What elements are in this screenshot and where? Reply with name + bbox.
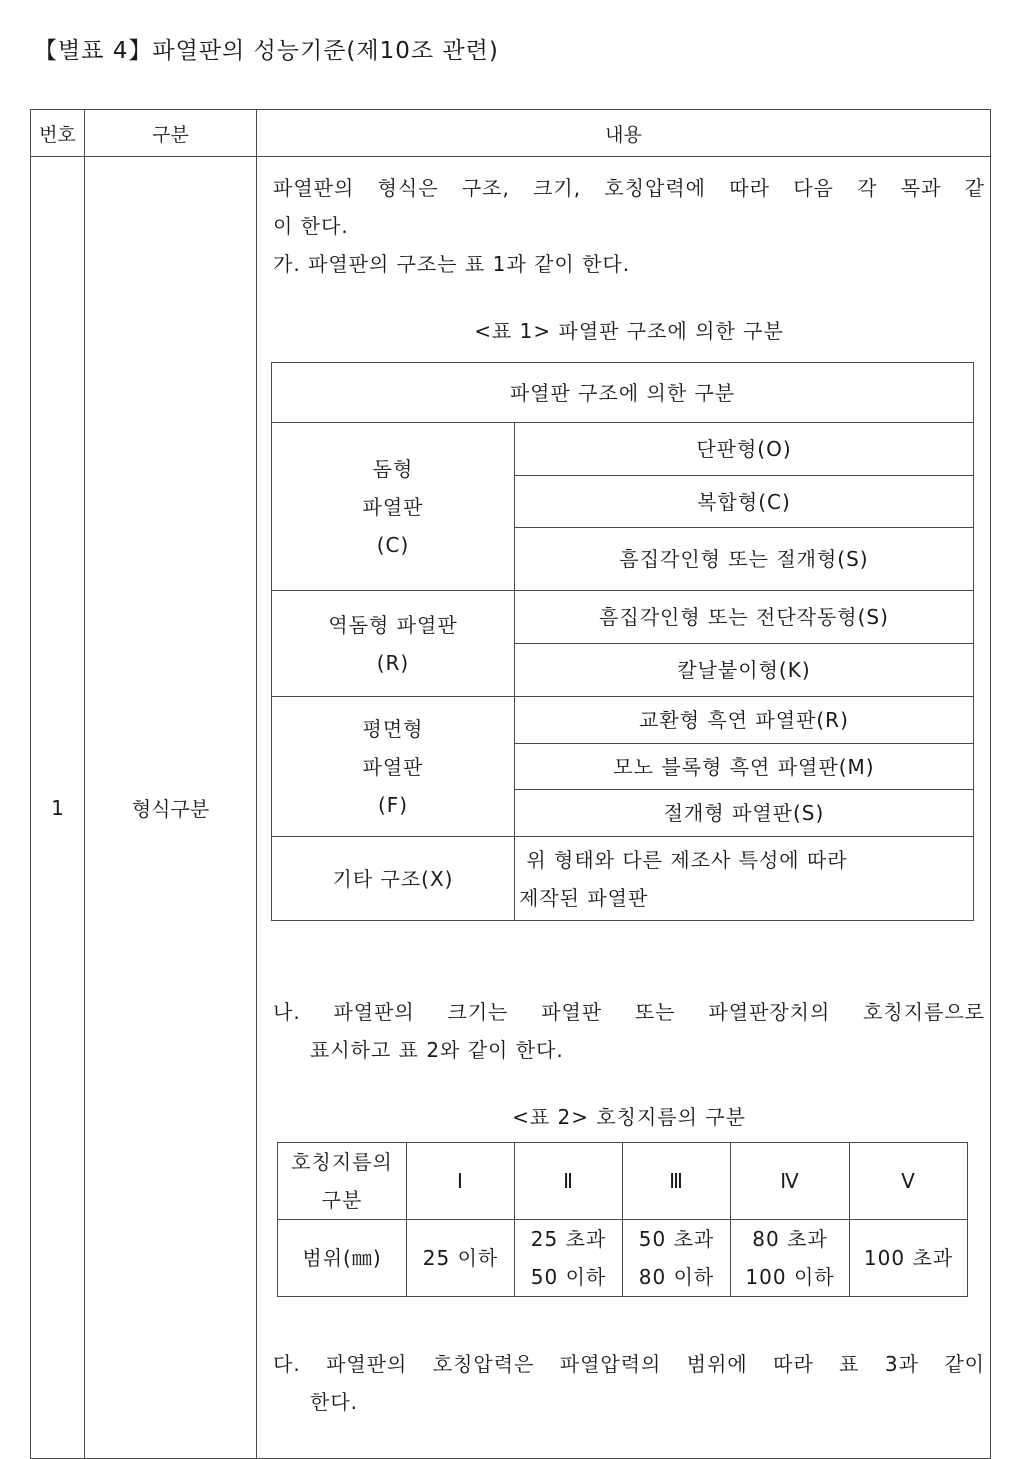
nominal-diameter-table: [277, 1142, 968, 1297]
structure-group-reverse-dome: [272, 591, 515, 697]
group-name-line: 역돔형 파열판: [328, 612, 458, 637]
group-name-line: 돔형: [372, 456, 414, 481]
structure-type: 흠집각인형 또는 절개형(S): [515, 528, 974, 591]
group-name-line: 평면형: [362, 716, 424, 741]
table2-caption: <표 2> 호칭지름의 구분: [512, 1105, 746, 1129]
item-na-line-2: 표시하고 표 2와 같이 한다.: [310, 1038, 564, 1062]
structure-type-other: [515, 837, 974, 921]
header-row: [31, 110, 991, 157]
structure-table-header: 파열판 구조에 의한 구분: [272, 363, 974, 423]
header-content: 내용: [257, 110, 991, 157]
structure-table: [271, 362, 974, 921]
diameter-range-label: 범위(㎜): [278, 1220, 407, 1297]
table1-caption: <표 1> 파열판 구조에 의한 구분: [474, 319, 784, 343]
structure-group-other: 기타 구조(X): [272, 837, 515, 921]
other-note-line: 제작된 파열판: [519, 885, 649, 910]
diameter-range: 25 이하: [407, 1220, 515, 1297]
header-category: 구분: [85, 110, 257, 157]
structure-type: 복합형(C): [515, 476, 974, 528]
diameter-class: Ⅴ: [850, 1143, 968, 1220]
range-line: 100 이하: [745, 1265, 835, 1289]
group-name-line: (C): [376, 532, 410, 557]
item-ga: 가. 파열판의 구조는 표 1과 같이 한다.: [273, 252, 631, 276]
structure-group-dome: [272, 423, 515, 591]
label-line: 구분: [321, 1188, 363, 1212]
item-da-line-1: 다. 파열판의 호칭압력은 파열압력의 범위에 따라 표 3과 같이: [273, 1352, 985, 1376]
diameter-range: [731, 1220, 850, 1297]
group-name-line: 파열판: [362, 754, 424, 779]
diameter-class: Ⅳ: [731, 1143, 850, 1220]
header-number: 번호: [31, 110, 85, 157]
item-da-line-2: 한다.: [310, 1390, 358, 1414]
group-name-line: (F): [377, 792, 409, 817]
document-title: 【별표 4】파열판의 성능기준(제10조 관련): [34, 38, 499, 64]
intro-line-2: 이 한다.: [273, 214, 349, 238]
row-content: [257, 157, 991, 1459]
diameter-class: Ⅰ: [407, 1143, 515, 1220]
row-category: 형식구분: [85, 157, 257, 1459]
item-na-line-1: 나. 파열판의 크기는 파열판 또는 파열판장치의 호칭지름으로: [273, 1000, 985, 1024]
standards-table: [30, 109, 991, 1459]
other-note-line: 위 형태와 다른 제조사 특성에 따라: [519, 847, 848, 872]
range-line: 50 이하: [530, 1265, 607, 1289]
structure-type: 단판형(O): [515, 423, 974, 476]
intro-line-1: 파열판의 형식은 구조, 크기, 호칭압력에 따라 다음 각 목과 같: [273, 176, 985, 200]
range-line: 25 초과: [530, 1227, 607, 1251]
structure-type: 칼날붙이형(K): [515, 644, 974, 697]
diameter-range: [623, 1220, 731, 1297]
diameter-class: Ⅱ: [515, 1143, 623, 1220]
table-row: [31, 157, 991, 1459]
diameter-class: Ⅲ: [623, 1143, 731, 1220]
structure-type: 교환형 흑연 파열판(R): [515, 697, 974, 744]
range-line: 80 이하: [638, 1265, 715, 1289]
diameter-class-label: [278, 1143, 407, 1220]
row-number: 1: [31, 157, 85, 1459]
structure-type: 절개형 파열판(S): [515, 790, 974, 837]
range-line: 80 초과: [752, 1227, 828, 1251]
group-name-line: (R): [376, 650, 410, 675]
diameter-range: [515, 1220, 623, 1297]
structure-type: 모노 블록형 흑연 파열판(M): [515, 744, 974, 790]
structure-type: 흠집각인형 또는 전단작동형(S): [515, 591, 974, 644]
diameter-range: 100 초과: [850, 1220, 968, 1297]
structure-group-flat: [272, 697, 515, 837]
label-line: 호칭지름의: [291, 1150, 393, 1174]
range-line: 50 초과: [638, 1227, 715, 1251]
group-name-line: 파열판: [362, 494, 424, 519]
